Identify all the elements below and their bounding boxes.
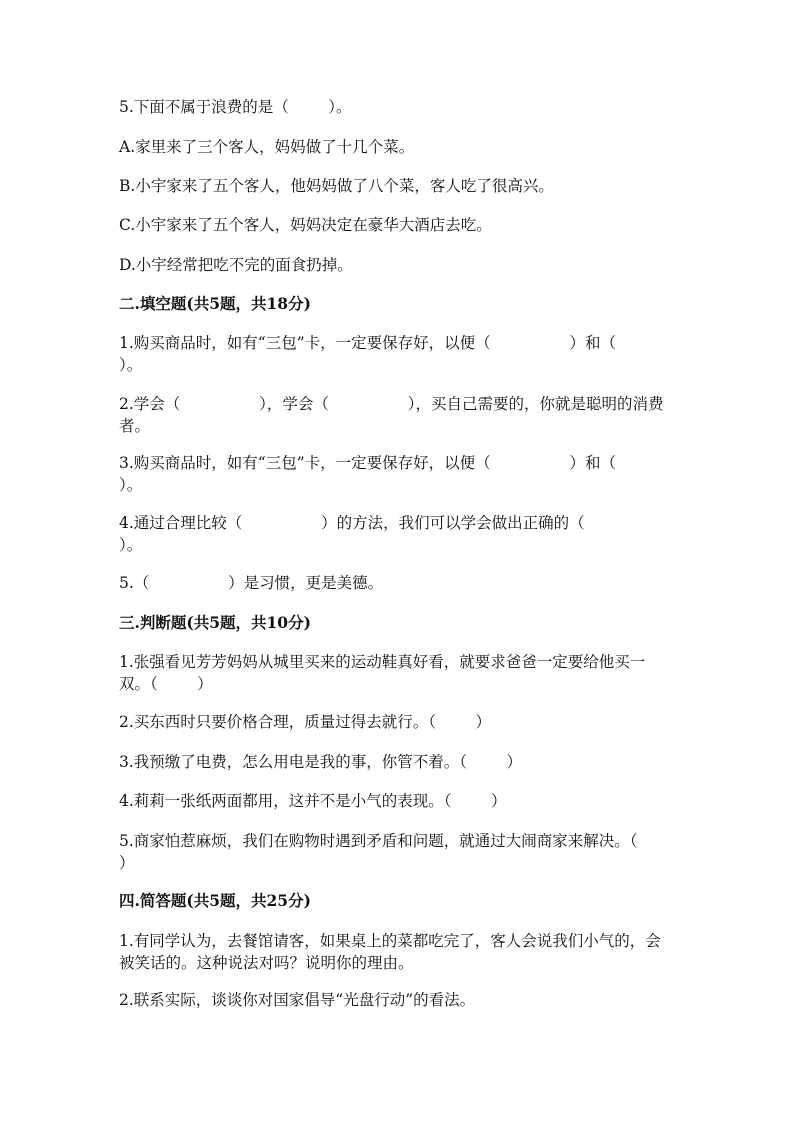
short-question-1: 1.有同学认为，去餐馆请客，如果桌上的菜都吃完了，客人会说我们小气的，会被笑话的。这种说法对吗？说明你的理由。 [119,932,661,972]
judge-question-4: 4.莉莉一张纸两面都用，这并不是小气的表现。（ ） [119,792,507,810]
fill-question-4: 4.通过合理比较（ ）的方法，我们可以学会做出正确的（ ）。 [119,514,664,554]
section-heading-fill-in: 二.填空题(共5题，共18分) [119,294,311,313]
question-stem: 5.下面不属于浪费的是（ ）。 [119,98,352,116]
judge-question-3: 3.我预缴了电费，怎么用电是我的事，你管不着。（ ） [119,753,522,771]
option-a: A.家里来了三个客人，妈妈做了十几个菜。 [119,138,415,156]
fill-question-1: 1.购买商品时，如有“三包”卡，一定要保存好，以便（ ）和（ ）。 [119,334,695,374]
fill-question-2: 2.学会（ ），学会（ ），买自己需要的，你就是聪明的消费者。 [119,395,664,435]
judge-question-1: 1.张强看见芳芳妈妈从城里买来的运动鞋真好看，就要求爸爸一定要给他买一双。（ ） [119,653,646,693]
option-d: D.小宇经常把吃不完的面食扔掉。 [119,256,353,274]
fill-question-3: 3.购买商品时，如有“三包”卡，一定要保存好，以便（ ）和（ ）。 [119,454,695,494]
judge-question-5: 5.商家怕惹麻烦，我们在购物时遇到矛盾和问题，就通过大闹商家来解决。（ ） [119,832,677,872]
short-question-2: 2.联系实际，谈谈你对国家倡导“光盘行动”的看法。 [119,991,476,1009]
section-heading-short-answer: 四.简答题(共5题，共25分) [119,891,311,910]
section-heading-true-false: 三.判断题(共5题，共10分) [119,613,311,632]
option-c: C.小宇家来了五个客人，妈妈决定在豪华大酒店去吃。 [119,216,492,234]
judge-question-2: 2.买东西时只要价格合理，质量过得去就行。（ ） [119,713,491,731]
fill-question-5: 5.（ ）是习惯，更是美德。 [119,574,384,592]
option-b: B.小宇家来了五个客人，他妈妈做了八个菜，客人吃了很高兴。 [119,177,554,195]
